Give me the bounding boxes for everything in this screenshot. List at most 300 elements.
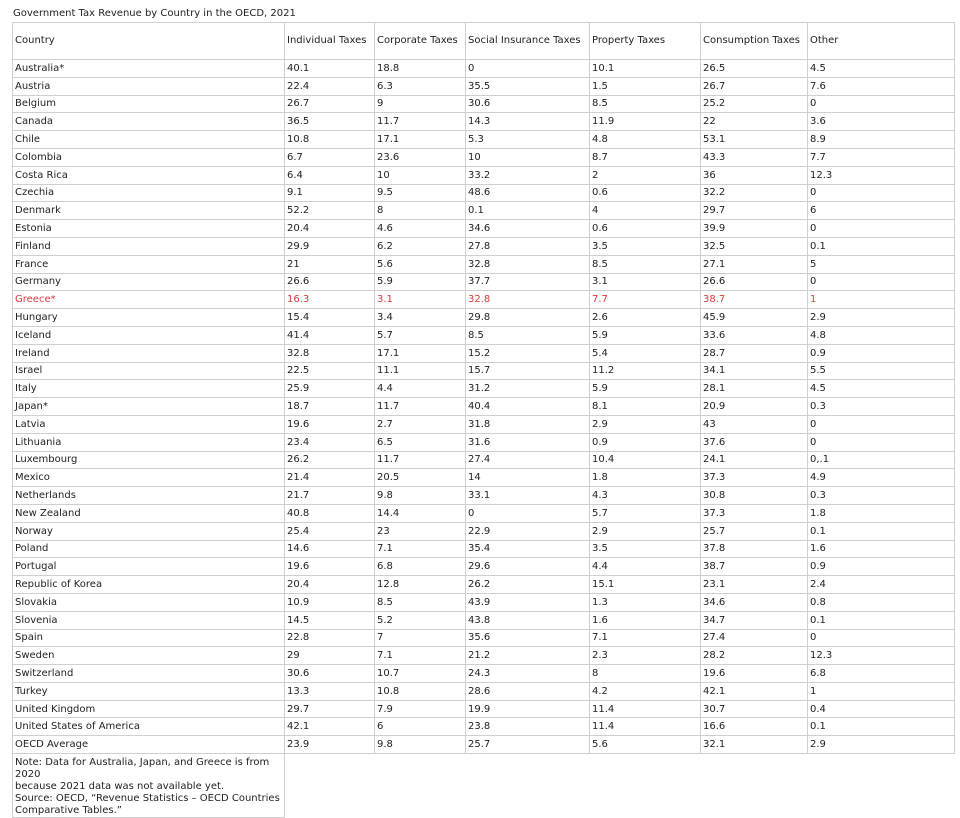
other-cell: 0 xyxy=(808,433,955,451)
table-row xyxy=(13,647,955,665)
corporate-taxes-cell: 18.8 xyxy=(375,60,466,78)
table-row xyxy=(13,113,955,131)
country-cell: Austria xyxy=(13,77,285,95)
other-cell: 6.8 xyxy=(808,665,955,683)
property-taxes-cell: 4.3 xyxy=(590,487,701,505)
consumption-taxes-cell: 32.2 xyxy=(701,184,808,202)
table-row xyxy=(13,522,955,540)
individual-taxes-cell: 23.9 xyxy=(285,736,375,754)
individual-taxes-cell: 6.4 xyxy=(285,166,375,184)
corporate-taxes-cell: 5.6 xyxy=(375,255,466,273)
other-cell: 7.7 xyxy=(808,148,955,166)
consumption-taxes-cell: 25.7 xyxy=(701,522,808,540)
table-title: Government Tax Revenue by Country in the OECD, 2021 xyxy=(13,8,296,19)
consumption-taxes-cell: 20.9 xyxy=(701,398,808,416)
other-cell: 5.5 xyxy=(808,362,955,380)
corporate-taxes-cell: 8 xyxy=(375,202,466,220)
other-cell: 3.6 xyxy=(808,113,955,131)
column-header-other: Other xyxy=(808,23,955,60)
country-cell: OECD Average xyxy=(13,736,285,754)
property-taxes-cell: 0.9 xyxy=(590,433,701,451)
individual-taxes-cell: 29 xyxy=(285,647,375,665)
property-taxes-cell: 11.4 xyxy=(590,700,701,718)
corporate-taxes-cell: 23.6 xyxy=(375,148,466,166)
consumption-taxes-cell: 43 xyxy=(701,415,808,433)
social-insurance-taxes-cell: 8.5 xyxy=(466,326,590,344)
country-cell: Republic of Korea xyxy=(13,576,285,594)
other-cell: 1.6 xyxy=(808,540,955,558)
table-row xyxy=(13,540,955,558)
country-cell: Hungary xyxy=(13,309,285,327)
social-insurance-taxes-cell: 26.2 xyxy=(466,576,590,594)
social-insurance-taxes-cell: 37.7 xyxy=(466,273,590,291)
individual-taxes-cell: 26.6 xyxy=(285,273,375,291)
table-row xyxy=(13,237,955,255)
social-insurance-taxes-cell: 29.8 xyxy=(466,309,590,327)
social-insurance-taxes-cell: 28.6 xyxy=(466,682,590,700)
table-row xyxy=(13,202,955,220)
consumption-taxes-cell: 22 xyxy=(701,113,808,131)
table-row xyxy=(13,60,955,78)
corporate-taxes-cell: 4.4 xyxy=(375,380,466,398)
individual-taxes-cell: 20.4 xyxy=(285,576,375,594)
consumption-taxes-cell: 26.5 xyxy=(701,60,808,78)
property-taxes-cell: 1.3 xyxy=(590,593,701,611)
social-insurance-taxes-cell: 43.9 xyxy=(466,593,590,611)
country-cell: New Zealand xyxy=(13,504,285,522)
other-cell: 0.4 xyxy=(808,700,955,718)
consumption-taxes-cell: 30.7 xyxy=(701,700,808,718)
consumption-taxes-cell: 28.1 xyxy=(701,380,808,398)
country-cell: Israel xyxy=(13,362,285,380)
table-row xyxy=(13,166,955,184)
country-cell: Turkey xyxy=(13,682,285,700)
corporate-taxes-cell: 3.4 xyxy=(375,309,466,327)
country-cell: Spain xyxy=(13,629,285,647)
consumption-taxes-cell: 28.7 xyxy=(701,344,808,362)
individual-taxes-cell: 16.3 xyxy=(285,291,375,309)
country-cell: Germany xyxy=(13,273,285,291)
consumption-taxes-cell: 28.2 xyxy=(701,647,808,665)
property-taxes-cell: 8.7 xyxy=(590,148,701,166)
table-row xyxy=(13,326,955,344)
country-cell: Slovenia xyxy=(13,611,285,629)
property-taxes-cell: 8.5 xyxy=(590,255,701,273)
other-cell: 0 xyxy=(808,220,955,238)
corporate-taxes-cell: 10.8 xyxy=(375,682,466,700)
consumption-taxes-cell: 43.3 xyxy=(701,148,808,166)
table-row xyxy=(13,273,955,291)
country-cell: Finland xyxy=(13,237,285,255)
consumption-taxes-cell: 37.6 xyxy=(701,433,808,451)
country-cell: France xyxy=(13,255,285,273)
corporate-taxes-cell: 9.8 xyxy=(375,487,466,505)
other-cell: 0 xyxy=(808,415,955,433)
property-taxes-cell: 1.8 xyxy=(590,469,701,487)
individual-taxes-cell: 42.1 xyxy=(285,718,375,736)
country-cell: Belgium xyxy=(13,95,285,113)
other-cell: 6 xyxy=(808,202,955,220)
social-insurance-taxes-cell: 40.4 xyxy=(466,398,590,416)
country-cell: Greece* xyxy=(13,291,285,309)
other-cell: 0.8 xyxy=(808,593,955,611)
social-insurance-taxes-cell: 0 xyxy=(466,504,590,522)
social-insurance-taxes-cell: 0.1 xyxy=(466,202,590,220)
table-row xyxy=(13,469,955,487)
corporate-taxes-cell: 11.7 xyxy=(375,451,466,469)
consumption-taxes-cell: 37.3 xyxy=(701,469,808,487)
social-insurance-taxes-cell: 27.4 xyxy=(466,451,590,469)
property-taxes-cell: 2.6 xyxy=(590,309,701,327)
table-row xyxy=(13,220,955,238)
social-insurance-taxes-cell: 15.2 xyxy=(466,344,590,362)
individual-taxes-cell: 14.6 xyxy=(285,540,375,558)
social-insurance-taxes-cell: 14.3 xyxy=(466,113,590,131)
corporate-taxes-cell: 9.8 xyxy=(375,736,466,754)
property-taxes-cell: 15.1 xyxy=(590,576,701,594)
column-header-individual-taxes: Individual Taxes xyxy=(285,23,375,60)
table-row xyxy=(13,700,955,718)
corporate-taxes-cell: 20.5 xyxy=(375,469,466,487)
corporate-taxes-cell: 7.9 xyxy=(375,700,466,718)
table-row xyxy=(13,415,955,433)
country-cell: United Kingdom xyxy=(13,700,285,718)
consumption-taxes-cell: 27.1 xyxy=(701,255,808,273)
country-cell: Costa Rica xyxy=(13,166,285,184)
social-insurance-taxes-cell: 27.8 xyxy=(466,237,590,255)
other-cell: 0.1 xyxy=(808,611,955,629)
property-taxes-cell: 11.2 xyxy=(590,362,701,380)
corporate-taxes-cell: 2.7 xyxy=(375,415,466,433)
country-cell: Luxembourg xyxy=(13,451,285,469)
individual-taxes-cell: 29.7 xyxy=(285,700,375,718)
individual-taxes-cell: 29.9 xyxy=(285,237,375,255)
consumption-taxes-cell: 36 xyxy=(701,166,808,184)
social-insurance-taxes-cell: 35.6 xyxy=(466,629,590,647)
property-taxes-cell: 3.5 xyxy=(590,237,701,255)
column-header-social-insurance-taxes: Social Insurance Taxes xyxy=(466,23,590,60)
table-row xyxy=(13,504,955,522)
other-cell: 0.3 xyxy=(808,398,955,416)
country-cell: Switzerland xyxy=(13,665,285,683)
table-row xyxy=(13,611,955,629)
other-cell: 4.8 xyxy=(808,326,955,344)
header-row xyxy=(13,23,955,60)
country-cell: Chile xyxy=(13,131,285,149)
table-row xyxy=(13,131,955,149)
table-body xyxy=(13,60,955,754)
social-insurance-taxes-cell: 33.1 xyxy=(466,487,590,505)
country-cell: Latvia xyxy=(13,415,285,433)
country-cell: Slovakia xyxy=(13,593,285,611)
table-row xyxy=(13,344,955,362)
consumption-taxes-cell: 37.8 xyxy=(701,540,808,558)
corporate-taxes-cell: 23 xyxy=(375,522,466,540)
property-taxes-cell: 4 xyxy=(590,202,701,220)
country-cell: Iceland xyxy=(13,326,285,344)
note-line: because 2021 data was not available yet. xyxy=(15,781,225,793)
social-insurance-taxes-cell: 24.3 xyxy=(466,665,590,683)
corporate-taxes-cell: 5.2 xyxy=(375,611,466,629)
corporate-taxes-cell: 8.5 xyxy=(375,593,466,611)
table-row xyxy=(13,682,955,700)
consumption-taxes-cell: 29.7 xyxy=(701,202,808,220)
individual-taxes-cell: 52.2 xyxy=(285,202,375,220)
country-cell: Italy xyxy=(13,380,285,398)
property-taxes-cell: 2 xyxy=(590,166,701,184)
other-cell: 0.9 xyxy=(808,558,955,576)
column-header-corporate-taxes: Corporate Taxes xyxy=(375,23,466,60)
individual-taxes-cell: 30.6 xyxy=(285,665,375,683)
property-taxes-cell: 4.8 xyxy=(590,131,701,149)
property-taxes-cell: 3.1 xyxy=(590,273,701,291)
other-cell: 1 xyxy=(808,682,955,700)
table-row xyxy=(13,362,955,380)
social-insurance-taxes-cell: 15.7 xyxy=(466,362,590,380)
table-row xyxy=(13,558,955,576)
country-cell: Denmark xyxy=(13,202,285,220)
consumption-taxes-cell: 34.6 xyxy=(701,593,808,611)
source-note xyxy=(13,754,285,818)
other-cell: 4.5 xyxy=(808,60,955,78)
consumption-taxes-cell: 30.8 xyxy=(701,487,808,505)
individual-taxes-cell: 22.8 xyxy=(285,629,375,647)
table-row xyxy=(13,665,955,683)
consumption-taxes-cell: 37.3 xyxy=(701,504,808,522)
other-cell: 0.9 xyxy=(808,344,955,362)
social-insurance-taxes-cell: 0 xyxy=(466,60,590,78)
consumption-taxes-cell: 25.2 xyxy=(701,95,808,113)
individual-taxes-cell: 13.3 xyxy=(285,682,375,700)
individual-taxes-cell: 22.5 xyxy=(285,362,375,380)
corporate-taxes-cell: 5.7 xyxy=(375,326,466,344)
consumption-taxes-cell: 38.7 xyxy=(701,291,808,309)
note-row xyxy=(13,754,955,818)
individual-taxes-cell: 23.4 xyxy=(285,433,375,451)
property-taxes-cell: 1.5 xyxy=(590,77,701,95)
corporate-taxes-cell: 17.1 xyxy=(375,344,466,362)
other-cell: 0 xyxy=(808,629,955,647)
country-cell: Estonia xyxy=(13,220,285,238)
other-cell: 0 xyxy=(808,184,955,202)
individual-taxes-cell: 22.4 xyxy=(285,77,375,95)
property-taxes-cell: 0.6 xyxy=(590,220,701,238)
consumption-taxes-cell: 34.7 xyxy=(701,611,808,629)
individual-taxes-cell: 9.1 xyxy=(285,184,375,202)
table-row xyxy=(13,95,955,113)
consumption-taxes-cell: 32.1 xyxy=(701,736,808,754)
other-cell: 4.5 xyxy=(808,380,955,398)
property-taxes-cell: 2.9 xyxy=(590,415,701,433)
property-taxes-cell: 5.7 xyxy=(590,504,701,522)
corporate-taxes-cell: 10 xyxy=(375,166,466,184)
individual-taxes-cell: 18.7 xyxy=(285,398,375,416)
social-insurance-taxes-cell: 10 xyxy=(466,148,590,166)
other-cell: 0.1 xyxy=(808,237,955,255)
individual-taxes-cell: 19.6 xyxy=(285,558,375,576)
table-row xyxy=(13,184,955,202)
property-taxes-cell: 4.2 xyxy=(590,682,701,700)
social-insurance-taxes-cell: 35.5 xyxy=(466,77,590,95)
other-cell: 7.6 xyxy=(808,77,955,95)
individual-taxes-cell: 10.8 xyxy=(285,131,375,149)
corporate-taxes-cell: 17.1 xyxy=(375,131,466,149)
property-taxes-cell: 8.1 xyxy=(590,398,701,416)
social-insurance-taxes-cell: 19.9 xyxy=(466,700,590,718)
corporate-taxes-cell: 11.1 xyxy=(375,362,466,380)
social-insurance-taxes-cell: 31.8 xyxy=(466,415,590,433)
individual-taxes-cell: 26.7 xyxy=(285,95,375,113)
column-header-consumption-taxes: Consumption Taxes xyxy=(701,23,808,60)
property-taxes-cell: 5.9 xyxy=(590,380,701,398)
social-insurance-taxes-cell: 32.8 xyxy=(466,291,590,309)
social-insurance-taxes-cell: 22.9 xyxy=(466,522,590,540)
country-cell: Czechia xyxy=(13,184,285,202)
column-header-property-taxes: Property Taxes xyxy=(590,23,701,60)
other-cell: 0,.1 xyxy=(808,451,955,469)
source-line: Comparative Tables.” xyxy=(15,805,122,817)
other-cell: 2.9 xyxy=(808,309,955,327)
table-row xyxy=(13,398,955,416)
country-cell: Colombia xyxy=(13,148,285,166)
other-cell: 5 xyxy=(808,255,955,273)
country-cell: Portugal xyxy=(13,558,285,576)
other-cell: 0 xyxy=(808,95,955,113)
individual-taxes-cell: 26.2 xyxy=(285,451,375,469)
table-row xyxy=(13,255,955,273)
individual-taxes-cell: 40.8 xyxy=(285,504,375,522)
corporate-taxes-cell: 4.6 xyxy=(375,220,466,238)
individual-taxes-cell: 19.6 xyxy=(285,415,375,433)
corporate-taxes-cell: 3.1 xyxy=(375,291,466,309)
consumption-taxes-cell: 23.1 xyxy=(701,576,808,594)
social-insurance-taxes-cell: 23.8 xyxy=(466,718,590,736)
property-taxes-cell: 4.4 xyxy=(590,558,701,576)
table-row xyxy=(13,433,955,451)
country-cell: Lithuania xyxy=(13,433,285,451)
corporate-taxes-cell: 5.9 xyxy=(375,273,466,291)
country-cell: Canada xyxy=(13,113,285,131)
consumption-taxes-cell: 42.1 xyxy=(701,682,808,700)
note-row-spacer xyxy=(285,754,955,818)
table-row xyxy=(13,291,955,309)
property-taxes-cell: 10.4 xyxy=(590,451,701,469)
country-cell: Norway xyxy=(13,522,285,540)
corporate-taxes-cell: 6.2 xyxy=(375,237,466,255)
corporate-taxes-cell: 11.7 xyxy=(375,398,466,416)
corporate-taxes-cell: 10.7 xyxy=(375,665,466,683)
social-insurance-taxes-cell: 29.6 xyxy=(466,558,590,576)
consumption-taxes-cell: 27.4 xyxy=(701,629,808,647)
property-taxes-cell: 11.4 xyxy=(590,718,701,736)
consumption-taxes-cell: 26.6 xyxy=(701,273,808,291)
property-taxes-cell: 7.7 xyxy=(590,291,701,309)
tax-revenue-table xyxy=(12,22,955,818)
consumption-taxes-cell: 33.6 xyxy=(701,326,808,344)
other-cell: 0.3 xyxy=(808,487,955,505)
other-cell: 1.8 xyxy=(808,504,955,522)
table-row xyxy=(13,451,955,469)
consumption-taxes-cell: 34.1 xyxy=(701,362,808,380)
property-taxes-cell: 5.9 xyxy=(590,326,701,344)
other-cell: 0.1 xyxy=(808,522,955,540)
property-taxes-cell: 5.4 xyxy=(590,344,701,362)
table-row xyxy=(13,718,955,736)
social-insurance-taxes-cell: 34.6 xyxy=(466,220,590,238)
corporate-taxes-cell: 14.4 xyxy=(375,504,466,522)
social-insurance-taxes-cell: 25.7 xyxy=(466,736,590,754)
property-taxes-cell: 8 xyxy=(590,665,701,683)
country-cell: Australia* xyxy=(13,60,285,78)
social-insurance-taxes-cell: 48.6 xyxy=(466,184,590,202)
other-cell: 2.9 xyxy=(808,736,955,754)
consumption-taxes-cell: 16.6 xyxy=(701,718,808,736)
other-cell: 0.1 xyxy=(808,718,955,736)
other-cell: 12.3 xyxy=(808,166,955,184)
corporate-taxes-cell: 9.5 xyxy=(375,184,466,202)
other-cell: 4.9 xyxy=(808,469,955,487)
table-row xyxy=(13,148,955,166)
property-taxes-cell: 2.3 xyxy=(590,647,701,665)
individual-taxes-cell: 41.4 xyxy=(285,326,375,344)
social-insurance-taxes-cell: 33.2 xyxy=(466,166,590,184)
individual-taxes-cell: 25.9 xyxy=(285,380,375,398)
corporate-taxes-cell: 6.8 xyxy=(375,558,466,576)
corporate-taxes-cell: 6.3 xyxy=(375,77,466,95)
other-cell: 8.9 xyxy=(808,131,955,149)
corporate-taxes-cell: 6.5 xyxy=(375,433,466,451)
social-insurance-taxes-cell: 35.4 xyxy=(466,540,590,558)
property-taxes-cell: 10.1 xyxy=(590,60,701,78)
country-cell: United States of America xyxy=(13,718,285,736)
corporate-taxes-cell: 12.8 xyxy=(375,576,466,594)
social-insurance-taxes-cell: 5.3 xyxy=(466,131,590,149)
individual-taxes-cell: 32.8 xyxy=(285,344,375,362)
individual-taxes-cell: 10.9 xyxy=(285,593,375,611)
property-taxes-cell: 8.5 xyxy=(590,95,701,113)
social-insurance-taxes-cell: 14 xyxy=(466,469,590,487)
property-taxes-cell: 5.6 xyxy=(590,736,701,754)
property-taxes-cell: 1.6 xyxy=(590,611,701,629)
individual-taxes-cell: 14.5 xyxy=(285,611,375,629)
table-row xyxy=(13,380,955,398)
property-taxes-cell: 2.9 xyxy=(590,522,701,540)
consumption-taxes-cell: 39.9 xyxy=(701,220,808,238)
individual-taxes-cell: 21.4 xyxy=(285,469,375,487)
corporate-taxes-cell: 9 xyxy=(375,95,466,113)
social-insurance-taxes-cell: 31.2 xyxy=(466,380,590,398)
country-cell: Sweden xyxy=(13,647,285,665)
individual-taxes-cell: 21 xyxy=(285,255,375,273)
social-insurance-taxes-cell: 30.6 xyxy=(466,95,590,113)
other-cell: 0 xyxy=(808,273,955,291)
source-line: Source: OECD, “Revenue Statistics – OECD Countries xyxy=(15,793,280,805)
consumption-taxes-cell: 38.7 xyxy=(701,558,808,576)
table-row xyxy=(13,593,955,611)
corporate-taxes-cell: 7 xyxy=(375,629,466,647)
consumption-taxes-cell: 26.7 xyxy=(701,77,808,95)
column-header-country: Country xyxy=(13,23,285,60)
other-cell: 2.4 xyxy=(808,576,955,594)
social-insurance-taxes-cell: 43.8 xyxy=(466,611,590,629)
other-cell: 12.3 xyxy=(808,647,955,665)
individual-taxes-cell: 21.7 xyxy=(285,487,375,505)
property-taxes-cell: 3.5 xyxy=(590,540,701,558)
country-cell: Netherlands xyxy=(13,487,285,505)
individual-taxes-cell: 6.7 xyxy=(285,148,375,166)
table-row xyxy=(13,77,955,95)
consumption-taxes-cell: 24.1 xyxy=(701,451,808,469)
